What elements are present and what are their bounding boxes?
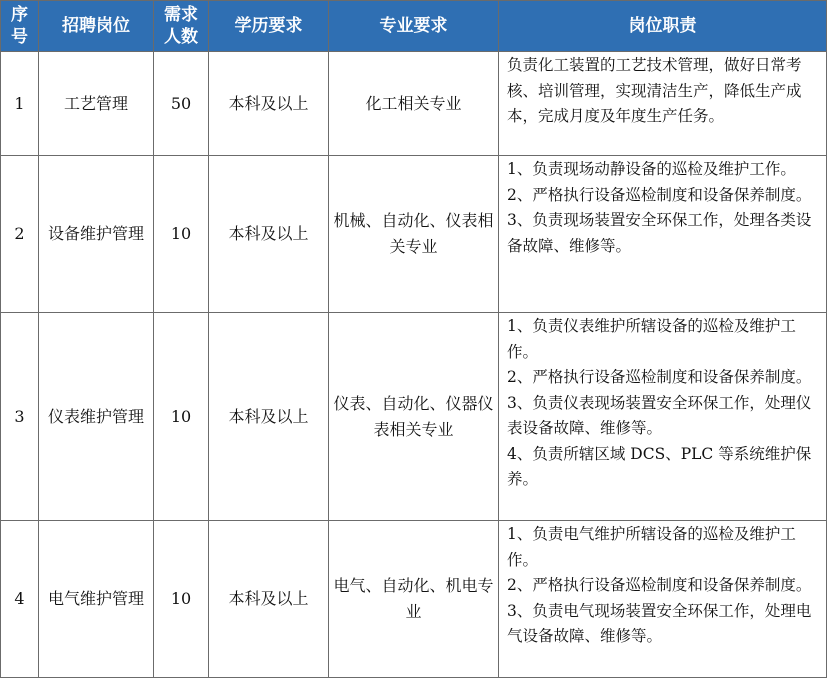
table-row	[1, 156, 827, 313]
cell-position-text: 设备维护管理	[47, 224, 144, 243]
cell-education: 本科及以上	[209, 521, 329, 678]
cell-seq: 3	[1, 313, 39, 521]
cell-education: 本科及以上	[209, 156, 329, 313]
header-major: 专业要求	[329, 1, 499, 52]
header-seq-line1: 序	[11, 5, 28, 25]
duty-line: 4、负责所辖区域 DCS、PLC 等系统维护保养。	[507, 444, 812, 488]
duty-line: 1、负责现场动静设备的巡检及维护工作。	[507, 160, 796, 178]
duty-line: 3、负责电气现场装置安全环保工作，处理电气设备故障、维修等。	[507, 601, 812, 645]
header-education: 学历要求	[209, 1, 329, 52]
duty-line: 1、负责仪表维护所辖设备的巡检及维护工作。	[507, 317, 796, 361]
cell-position	[39, 313, 154, 521]
cell-major	[329, 156, 499, 313]
header-row	[1, 1, 827, 52]
header-demand-line1: 需求	[164, 5, 198, 25]
cell-education: 本科及以上	[209, 313, 329, 521]
duty-line: 2、严格执行设备巡检制度和设备保养制度。	[507, 576, 812, 594]
cell-position	[39, 156, 154, 313]
cell-major	[329, 52, 499, 156]
duty-line: 3、负责仪表现场装置安全环保工作，处理仪表设备故障、维修等。	[507, 393, 812, 437]
cell-duties	[499, 313, 827, 521]
table-row	[1, 52, 827, 156]
cell-position	[39, 52, 154, 156]
cell-position	[39, 521, 154, 678]
cell-count: 10	[154, 313, 209, 521]
cell-position-text: 电气维护管理	[47, 589, 144, 608]
table-row	[1, 313, 827, 521]
cell-position-text: 工艺管理	[63, 93, 128, 113]
cell-seq: 4	[1, 521, 39, 678]
cell-major-text: 化工相关专业	[365, 93, 462, 113]
header-duties: 岗位职责	[499, 1, 827, 52]
duty-line: 3、负责现场装置安全环保工作，处理各类设备故障、维修等。	[507, 211, 812, 255]
cell-position-text: 仪表维护管理	[47, 406, 144, 426]
cell-major	[329, 521, 499, 678]
cell-count: 10	[154, 521, 209, 678]
cell-education: 本科及以上	[209, 52, 329, 156]
header-demand-line2: 人数	[164, 27, 198, 47]
header-position: 招聘岗位	[39, 1, 154, 52]
cell-duties	[499, 52, 827, 156]
cell-count: 50	[154, 52, 209, 156]
cell-major-text: 机械、自动化、仪表相关专业	[333, 211, 494, 256]
table-row	[1, 521, 827, 678]
header-seq	[1, 1, 39, 52]
table-body	[1, 52, 827, 678]
duty-line: 2、严格执行设备巡检制度和设备保养制度。	[507, 185, 812, 204]
header-demand	[154, 1, 209, 52]
duty-line: 1、负责电气维护所辖设备的巡检及维护工作。	[507, 525, 796, 569]
cell-major-text: 仪表、自动化、仪器仪表相关专业	[333, 393, 494, 439]
header-seq-line2: 号	[11, 27, 28, 47]
table-header	[1, 1, 827, 52]
duty-line: 负责化工装置的工艺技术管理，做好日常考核、培训管理，实现清洁生产，降低生产成本，完成月度及年度生产任务。	[507, 56, 802, 125]
cell-seq: 1	[1, 52, 39, 156]
cell-count: 10	[154, 156, 209, 313]
cell-seq: 2	[1, 156, 39, 313]
duty-line: 2、严格执行设备巡检制度和设备保养制度。	[507, 368, 812, 386]
cell-duties	[499, 521, 827, 678]
cell-major-text: 电气、自动化、机电专业	[333, 576, 494, 621]
cell-duties	[499, 156, 827, 313]
cell-major	[329, 313, 499, 521]
